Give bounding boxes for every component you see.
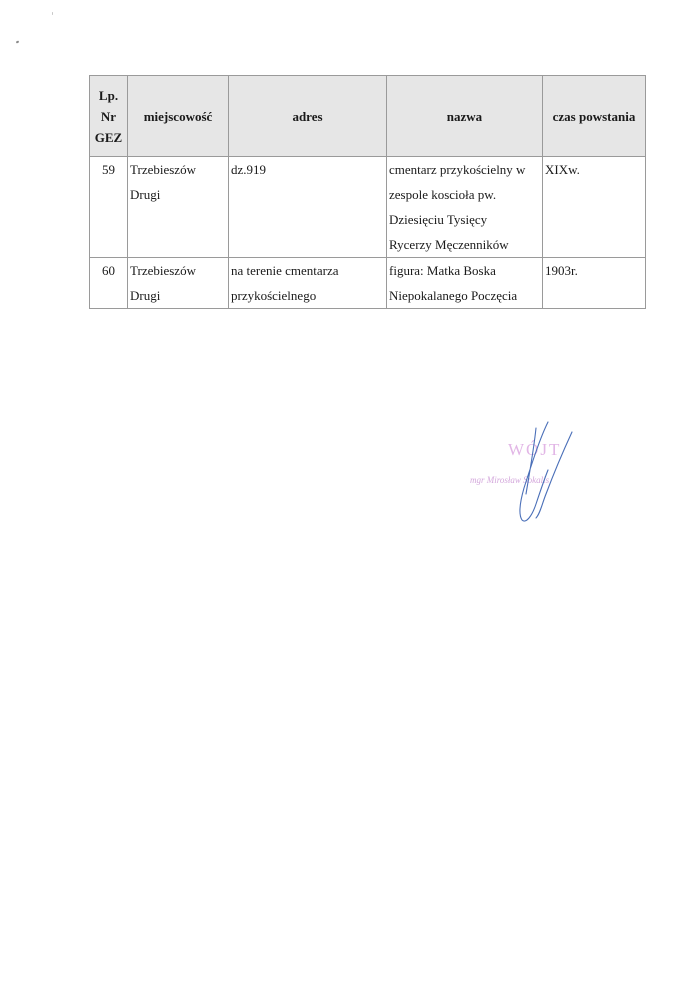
stamp-name: mgr Mirosław Sokalis [470,475,550,485]
cell-line: dz.919 [231,162,267,177]
cell-nazwa [387,258,543,309]
cell-line: na terenie cmentarza [231,263,339,278]
cell-line: Dziesięciu Tysięcy [389,212,488,227]
header-adres: adres [229,76,387,157]
header-nazwa: nazwa [387,76,543,157]
header-lp-line: GEZ [94,129,123,145]
cell-line: zespole koscioła pw. [389,187,497,202]
header-lp-line: Nr [100,108,117,124]
header-lp [90,76,128,157]
header-miejscowosc: miejscowość [128,76,229,157]
cell-czas: XIXw. [543,157,646,258]
scan-speck [52,12,53,15]
cell-miejscowosc [128,258,229,309]
handwritten-signature [460,418,610,528]
monuments-table [89,75,646,309]
cell-line: Trzebieszów [130,263,196,278]
cell-miejscowosc [128,157,229,258]
table-row [90,258,646,309]
cell-adres [229,157,387,258]
cell-lp: 59 [90,157,128,258]
cell-adres [229,258,387,309]
stamp-title: WÓJT [508,440,562,459]
cell-nazwa [387,157,543,258]
cell-line: Niepokalanego Poczęcia [389,288,518,303]
cell-line: Drugi [130,288,161,303]
header-lp-line: Lp. [98,87,119,103]
header-row [90,76,646,157]
cell-line: Trzebieszów [130,162,196,177]
table-row [90,157,646,258]
cell-line: figura: Matka Boska [389,263,496,278]
cell-line: Rycerzy Męczenników [389,237,509,252]
cell-czas: 1903r. [543,258,646,309]
cell-lp: 60 [90,258,128,309]
header-czas: czas powstania [543,76,646,157]
cell-line: cmentarz przykościelny w [389,162,526,177]
scan-speck [16,40,20,43]
signature-block [460,418,610,528]
cell-line: Drugi [130,187,161,202]
cell-line: przykościelnego [231,288,317,303]
